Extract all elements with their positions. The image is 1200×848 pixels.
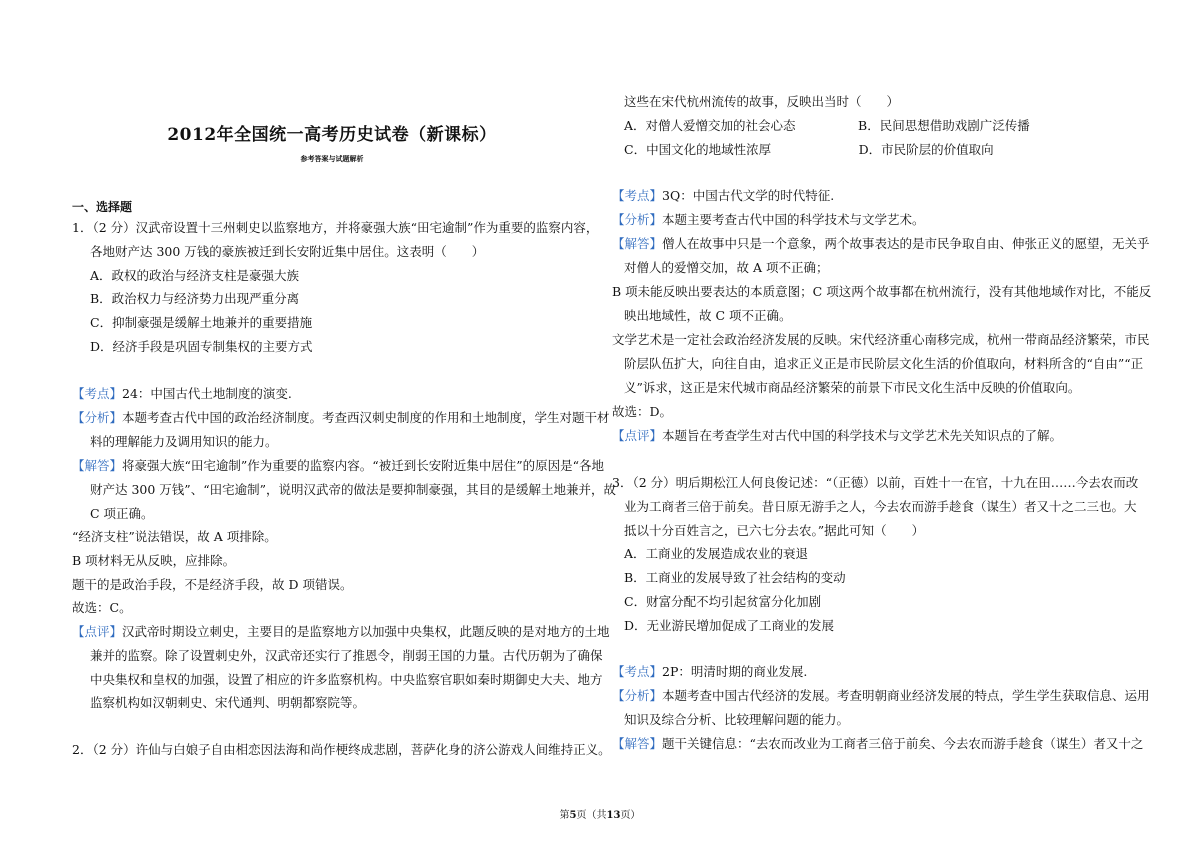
text-line-q3fx1: [612, 690, 1150, 703]
label-tag: 【考点】: [612, 188, 663, 203]
footer-mid: 页（共: [576, 810, 607, 821]
line-text: 题干关键信息：“去农而改业为工商者三倍于前矣、今去农而游手趁食（谋生）者又十之: [662, 736, 1144, 751]
text-line-q1dp1: [72, 626, 610, 639]
text-line-q1dp2: [90, 650, 603, 663]
text-line-q3jd1: [612, 738, 1143, 751]
text-line-q1dp4: [90, 697, 365, 710]
line-text: 3Q：中国古代文学的时代特征.: [662, 188, 835, 203]
line-text: B．工商业的发展导致了社会结构的变动: [624, 570, 846, 585]
text-line-q1B: [90, 293, 299, 306]
line-text: A．工商业的发展造成农业的衰退: [624, 546, 809, 561]
line-text: 兼并的监察。除了设置刺史外，汉武帝还实行了推恩令，削弱王国的力量。古代历朝为了确保: [90, 648, 603, 663]
footer-suffix: 页）: [620, 810, 641, 821]
text-line-q2kd: [612, 190, 834, 203]
text-line-q2jd5: [612, 334, 1150, 347]
text-line-q2AB: [624, 120, 1030, 133]
label-tag: 【考点】: [72, 386, 123, 401]
text-line-q1fx1: [72, 412, 610, 425]
line-text: “经济支柱”说法错误，故 A 项排除。: [72, 529, 277, 544]
line-text: 文学艺术是一定社会政治经济发展的反映。宋代经济重心南移完成，杭州一带商品经济繁荣，市民: [612, 332, 1150, 347]
line-text: 本题旨在考查学生对古代中国的科学技术与文学艺术先关知识点的了解。: [662, 428, 1063, 443]
label-tag: 【点评】: [612, 428, 663, 443]
footer-page-number: 5: [569, 810, 577, 821]
line-text: 业为工商者三倍于前矣。昔日原无游手之人，今去农而游手趁食（谋生）者又十之二三也。大: [624, 499, 1137, 514]
text-line-q1jd3: [90, 508, 154, 521]
line-text: 知识及综合分析、比较理解问题的能力。: [624, 712, 850, 727]
line-text: 僧人在故事中只是一个意象，两个故事表达的是市民争取自由、伸张正义的愿望，无关乎: [662, 236, 1150, 251]
label-tag: 【解答】: [72, 458, 123, 473]
page-title: 2012年全国统一高考历史试卷（新课标）: [167, 125, 497, 145]
text-line-q1dp3: [90, 674, 603, 687]
label-tag: 【分析】: [612, 212, 663, 227]
line-text: B 项未能反映出要表达的本质意图；C 项这两个故事都在杭州流行，没有其他地域作对比，不能反: [612, 284, 1152, 299]
text-line-q3a: [612, 477, 1138, 490]
label-tag: 【考点】: [612, 664, 663, 679]
line-text: 3．（2 分）明后期松江人何良俊记述：“（正德）以前，百姓十一在官，十九在田……今去农而改: [612, 475, 1139, 490]
text-line-q3kd: [612, 666, 807, 679]
text-line-q1jd6: [72, 579, 352, 592]
text-line-q3A: [624, 548, 808, 561]
label-tag: 【点评】: [72, 624, 123, 639]
line-text: A．政权的政治与经济支柱是豪强大族: [90, 268, 300, 283]
text-line-q2dp: [612, 430, 1062, 443]
line-text: 抵以十分百姓言之，已六七分去农。”据此可知（ ）: [624, 523, 925, 538]
text-line-q1jd7: [72, 602, 132, 615]
line-text: 24：中国古代土地制度的演变.: [122, 386, 292, 401]
page-footer: [0, 806, 1200, 821]
text-line-q2fx: [612, 214, 925, 227]
text-line-q1jd2: [90, 484, 616, 497]
line-text: 料的理解能力及调用知识的能力。: [90, 434, 278, 449]
line-text: 汉武帝时期设立刺史，主要目的是监察地方以加强中央集权，此题反映的是对地方的土地: [122, 624, 610, 639]
line-text: 监察机构如汉朝刺史、宋代通判、明朝都察院等。: [90, 695, 366, 710]
line-text: D．无业游民增加促成了工商业的发展: [624, 618, 835, 633]
line-text: 阶层队伍扩大，向往自由，追求正义正是市民阶层文化生活的价值取向，材料所含的“自由”“正: [624, 356, 1144, 371]
footer-prefix: 第: [559, 810, 570, 821]
line-text: 对僧人的爱憎交加，故 A 项不正确；: [624, 260, 829, 275]
text-line-q3B: [624, 572, 846, 585]
text-line-q2a: [72, 744, 611, 757]
line-text: B．政治权力与经济势力出现严重分离: [90, 291, 300, 306]
text-line-q3c: [624, 525, 924, 538]
line-text: 本题考查中国古代经济的发展。考查明朝商业经济发展的特点，学生学生获取信息、运用: [662, 688, 1150, 703]
text-line-q3C: [624, 596, 821, 609]
text-line-q1a: [72, 222, 598, 235]
text-line-q1C: [90, 317, 312, 330]
text-line-q2jd6: [624, 358, 1143, 371]
line-text: 本题考查古代中国的政治经济制度。考查西汉刺史制度的作用和土地制度，学生对题干材: [122, 410, 610, 425]
text-line-q1A: [90, 270, 299, 283]
section-heading: 一、选择题: [72, 200, 133, 214]
label-tag: 【解答】: [612, 236, 663, 251]
text-line-q1kd: [72, 388, 292, 401]
line-text: C．中国文化的地域性浓厚 D．市民阶层的价值取向: [624, 142, 994, 157]
text-line-q2jd2: [624, 262, 828, 275]
line-text: 1．（2 分）汉武帝设置十三州刺史以监察地方，并将豪强大族“田宅逾制”作为重要的监察内容，: [72, 220, 599, 235]
text-line-q3D: [624, 620, 834, 633]
line-text: 2．（2 分）许仙与白娘子自由相恋因法海和尚作梗终成悲剧，菩萨化身的济公游戏人间维持正义。: [72, 742, 611, 757]
line-text: 中央集权和皇权的加强，设置了相应的许多监察机构。中央监察官职如秦时期御史大夫、地方: [90, 672, 603, 687]
line-text: C．财富分配不均引起贫富分化加剧: [624, 594, 822, 609]
text-line-q2jd8: [612, 406, 672, 419]
label-tag: 【分析】: [72, 410, 123, 425]
line-text: 这些在宋代杭州流传的故事，反映出当时（ ）: [624, 94, 900, 109]
line-text: 本题主要考查古代中国的科学技术与文学艺术。: [662, 212, 925, 227]
line-text: 各地财产达 300 万钱的豪族被迁到长安附近集中居住。这表明（ ）: [90, 244, 485, 259]
text-line-q2jd7: [624, 382, 1080, 395]
text-line-q2jd3: [612, 286, 1151, 299]
line-text: C．抑制豪强是缓解土地兼并的重要措施: [90, 315, 313, 330]
footer-total-pages: 13: [606, 810, 621, 821]
line-text: C 项正确。: [90, 506, 154, 521]
line-text: A．对僧人爱憎交加的社会心态 B．民间思想借助戏剧广泛传播: [624, 118, 1030, 133]
line-text: 财产达 300 万钱”、“田宅逾制”，说明汉武帝的做法是要抑制豪强，其目的是缓解土地兼并，故: [90, 482, 616, 497]
line-text: 2P：明清时期的商业发展.: [662, 664, 808, 679]
line-text: B 项材料无从反映，应排除。: [72, 553, 236, 568]
line-text: 将豪强大族“田宅逾制”作为重要的监察内容。“被迁到长安附近集中居住”的原因是“各地: [122, 458, 604, 473]
line-text: D．经济手段是巩固专制集权的主要方式: [90, 339, 313, 354]
label-tag: 【分析】: [612, 688, 663, 703]
label-tag: 【解答】: [612, 736, 663, 751]
text-line-q3fx2: [624, 714, 849, 727]
page-subtitle: 参考答案与试题解析: [300, 154, 364, 163]
text-line-q1D: [90, 341, 313, 354]
text-line-q3b: [624, 501, 1137, 514]
text-line-q2CD: [624, 144, 994, 157]
line-text: 故选：C。: [72, 600, 132, 615]
line-text: 题干的是政治手段，不是经济手段，故 D 项错误。: [72, 577, 353, 592]
text-line-q1fx2: [90, 436, 278, 449]
line-text: 故选：D。: [612, 404, 673, 419]
text-line-q1jd4: [72, 531, 277, 544]
text-line-q1b: [90, 246, 484, 259]
text-line-q2jd4: [624, 310, 792, 323]
text-line-q1jd5: [72, 555, 235, 568]
text-line-q1jd1: [72, 460, 604, 473]
line-text: 义”诉求，这正是宋代城市商品经济繁荣的前景下市民文化生活中反映的价值取向。: [624, 380, 1081, 395]
text-line-q2b: [624, 96, 899, 109]
line-text: 映出地域性，故 C 项不正确。: [624, 308, 792, 323]
text-line-q2jd1: [612, 238, 1150, 251]
